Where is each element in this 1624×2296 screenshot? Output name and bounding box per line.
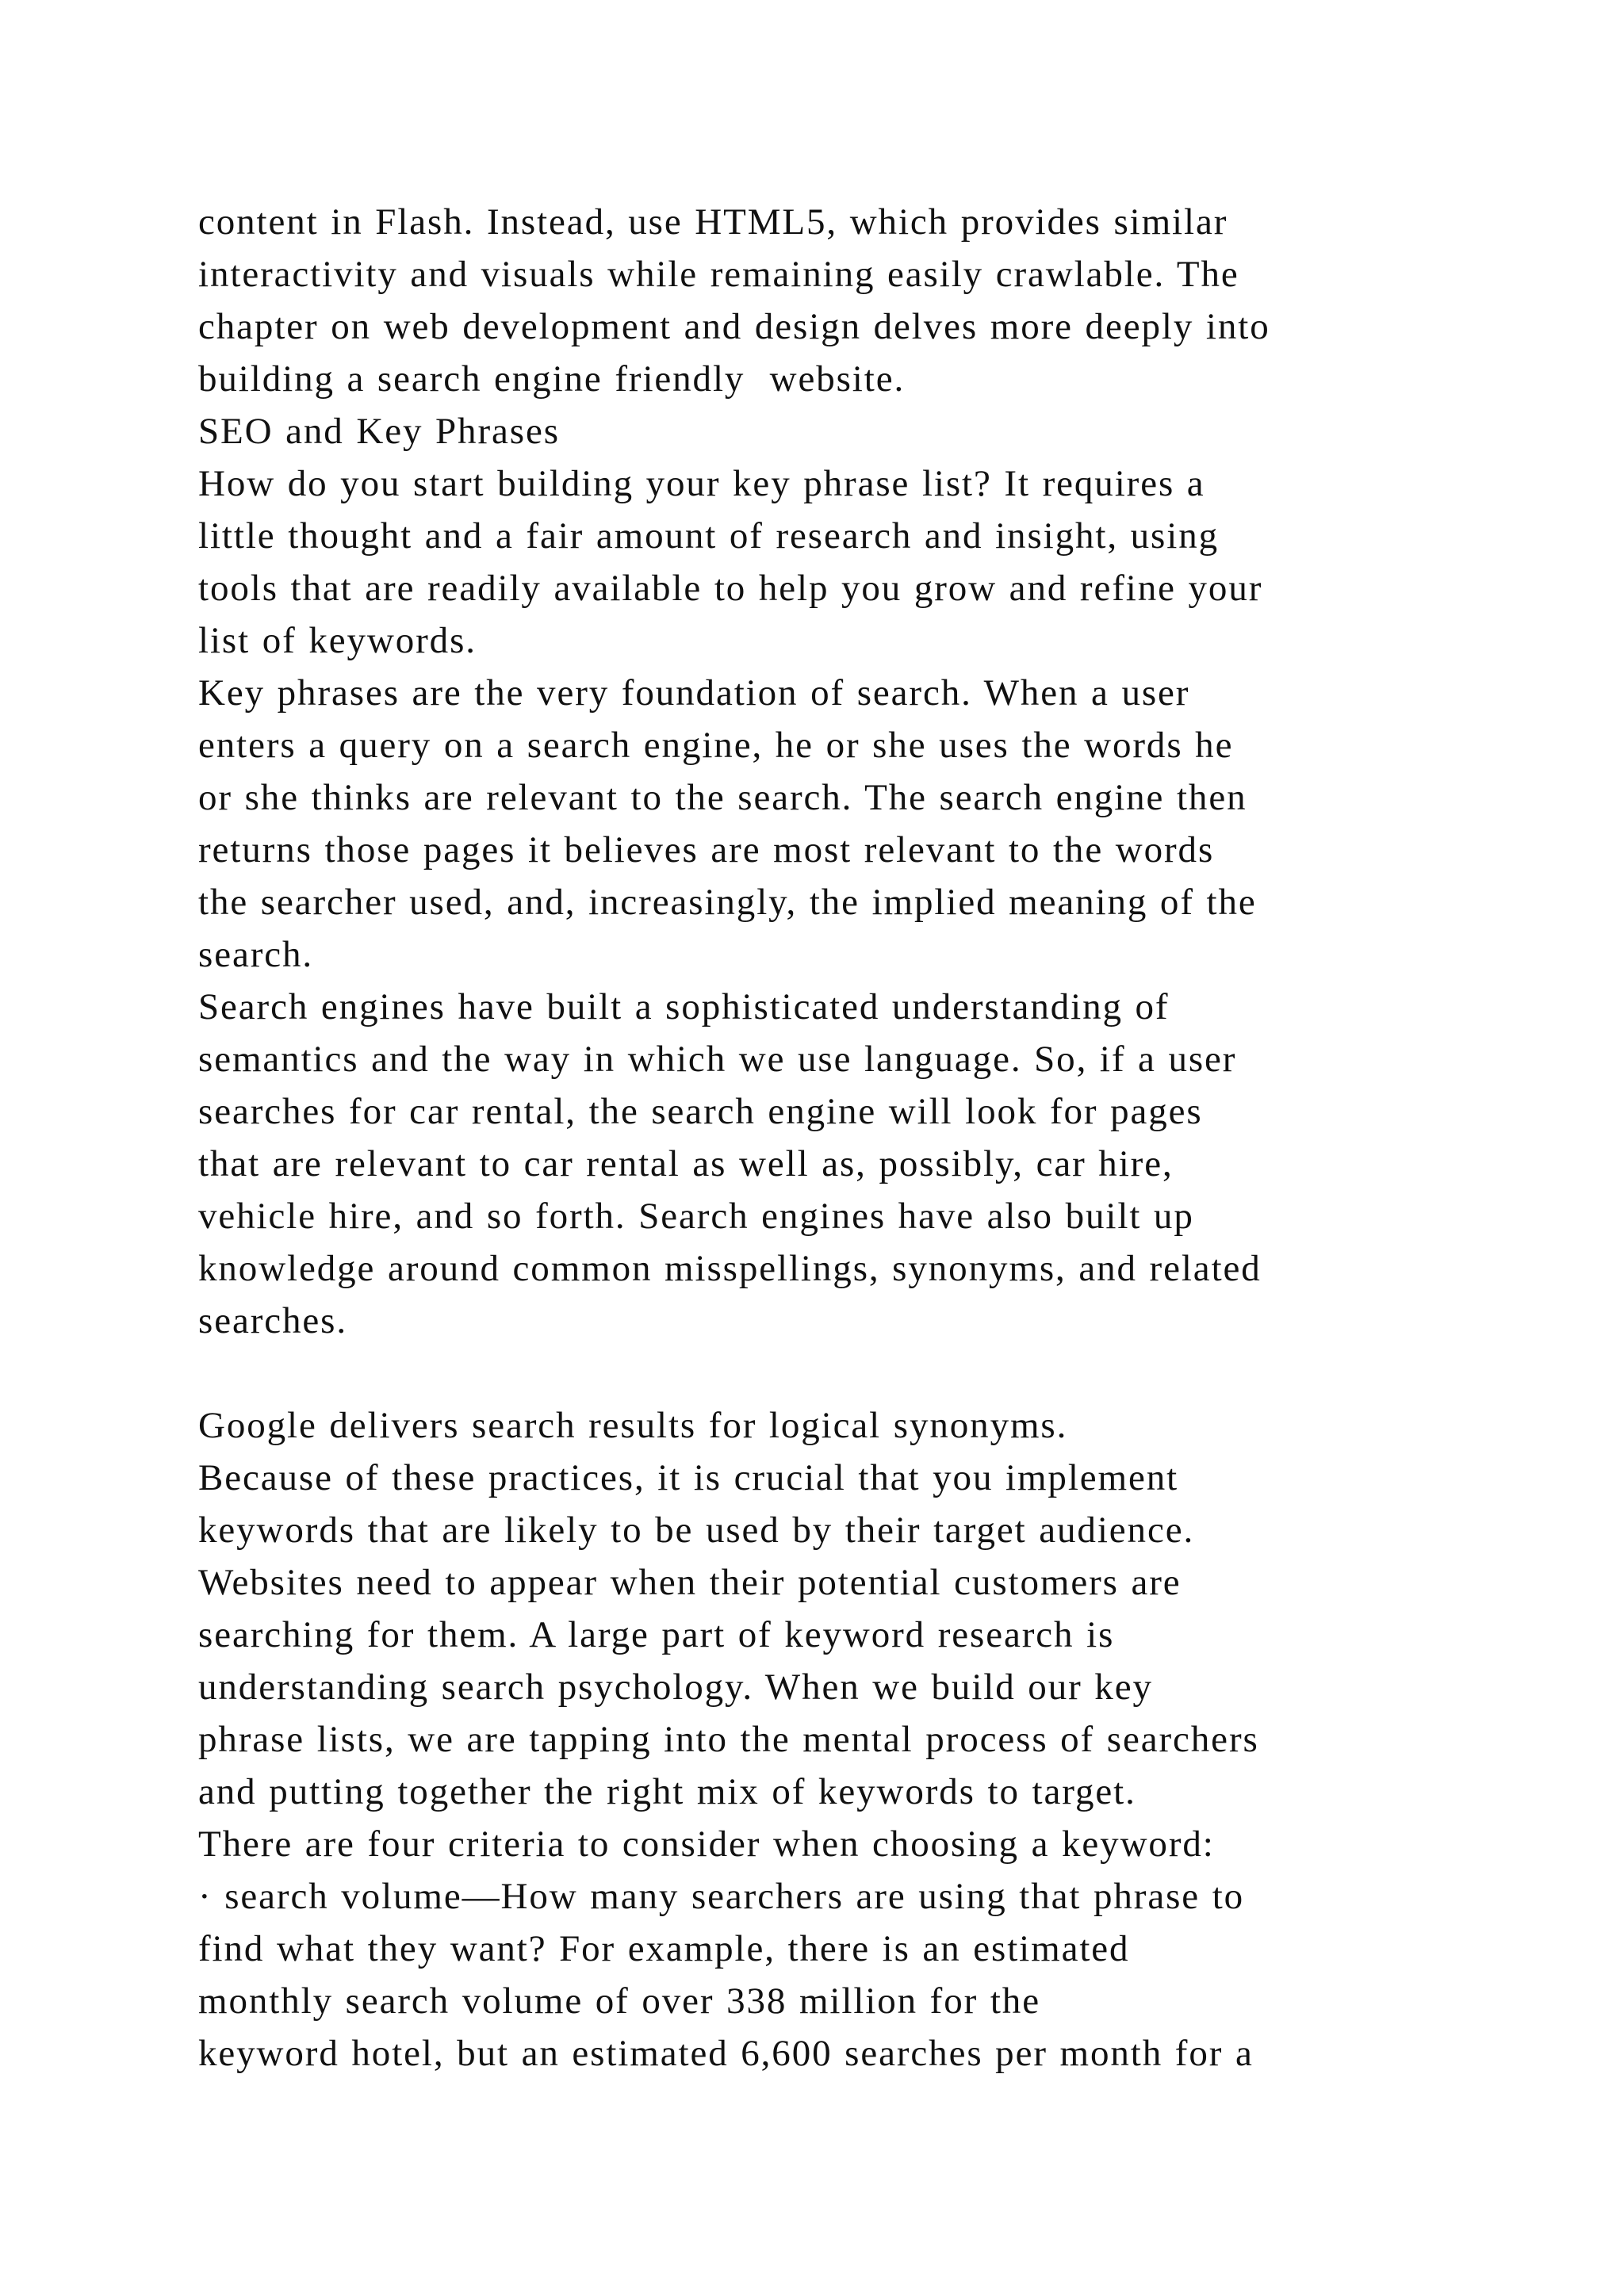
text-line: search. xyxy=(198,934,314,975)
text-line: vehicle hire, and so forth. Search engines have also built up xyxy=(198,1196,1194,1237)
text-line: and putting together the right mix of keywords to target. xyxy=(198,1771,1136,1812)
text-line: returns those pages it believes are most relevant to the words xyxy=(198,829,1215,871)
section-heading: SEO and Key Phrases xyxy=(198,411,560,452)
text-line: little thought and a fair amount of research and insight, using xyxy=(198,515,1219,557)
text-line: find what they want? For example, there is an estimated xyxy=(198,1928,1130,1969)
text-line: Key phrases are the very foundation of search. When a user xyxy=(198,672,1190,714)
text-line: keywords that are likely to be used by their target audience. xyxy=(198,1510,1195,1551)
text-line: searches for car rental, the search engine will look for pages xyxy=(198,1091,1203,1132)
text-line: list of keywords. xyxy=(198,620,477,661)
text-line: keyword hotel, but an estimated 6,600 searches per month for a xyxy=(198,2033,1254,2074)
text-line: searching for them. A large part of keyword research is xyxy=(198,1614,1115,1655)
text-line: There are four criteria to consider when choosing a keyword: xyxy=(198,1823,1215,1865)
text-line: Because of these practices, it is crucial that you implement xyxy=(198,1457,1179,1498)
text-line: chapter on web development and design delves more deeply into xyxy=(198,306,1270,347)
text-line: interactivity and visuals while remaining easily crawlable. The xyxy=(198,254,1239,295)
text-line: building a search engine friendly website. xyxy=(198,358,906,400)
text-line: Websites need to appear when their potential customers are xyxy=(198,1562,1182,1603)
text-line: or she thinks are relevant to the search. The search engine then xyxy=(198,777,1247,818)
blank-line xyxy=(198,1347,1435,1399)
text-line: searches. xyxy=(198,1300,348,1341)
text-line: that are relevant to car rental as well as, possibly, car hire, xyxy=(198,1143,1174,1184)
text-line: How do you start building your key phrase list? It requires a xyxy=(198,463,1205,504)
text-line: Search engines have built a sophisticated understanding of xyxy=(198,986,1170,1027)
text-line: Google delivers search results for logical synonyms. xyxy=(198,1405,1068,1446)
text-line: tools that are readily available to help you grow and refine your xyxy=(198,568,1263,609)
text-line: content in Flash. Instead, use HTML5, which provides similar xyxy=(198,201,1228,243)
document-page xyxy=(198,196,1435,2080)
text-line: phrase lists, we are tapping into the mental process of searchers xyxy=(198,1719,1259,1760)
text-line: enters a query on a search engine, he or she uses the words he xyxy=(198,725,1234,766)
text-line: semantics and the way in which we use language. So, if a user xyxy=(198,1039,1237,1080)
text-line: knowledge around common misspellings, synonyms, and related xyxy=(198,1248,1262,1289)
text-line: the searcher used, and, increasingly, the implied meaning of the xyxy=(198,882,1257,923)
text-line: understanding search psychology. When we build our key xyxy=(198,1667,1153,1708)
bullet-line: · search volume—How many searchers are using that phrase to xyxy=(198,1876,1245,1917)
text-line: monthly search volume of over 338 million for the xyxy=(198,1980,1040,2022)
